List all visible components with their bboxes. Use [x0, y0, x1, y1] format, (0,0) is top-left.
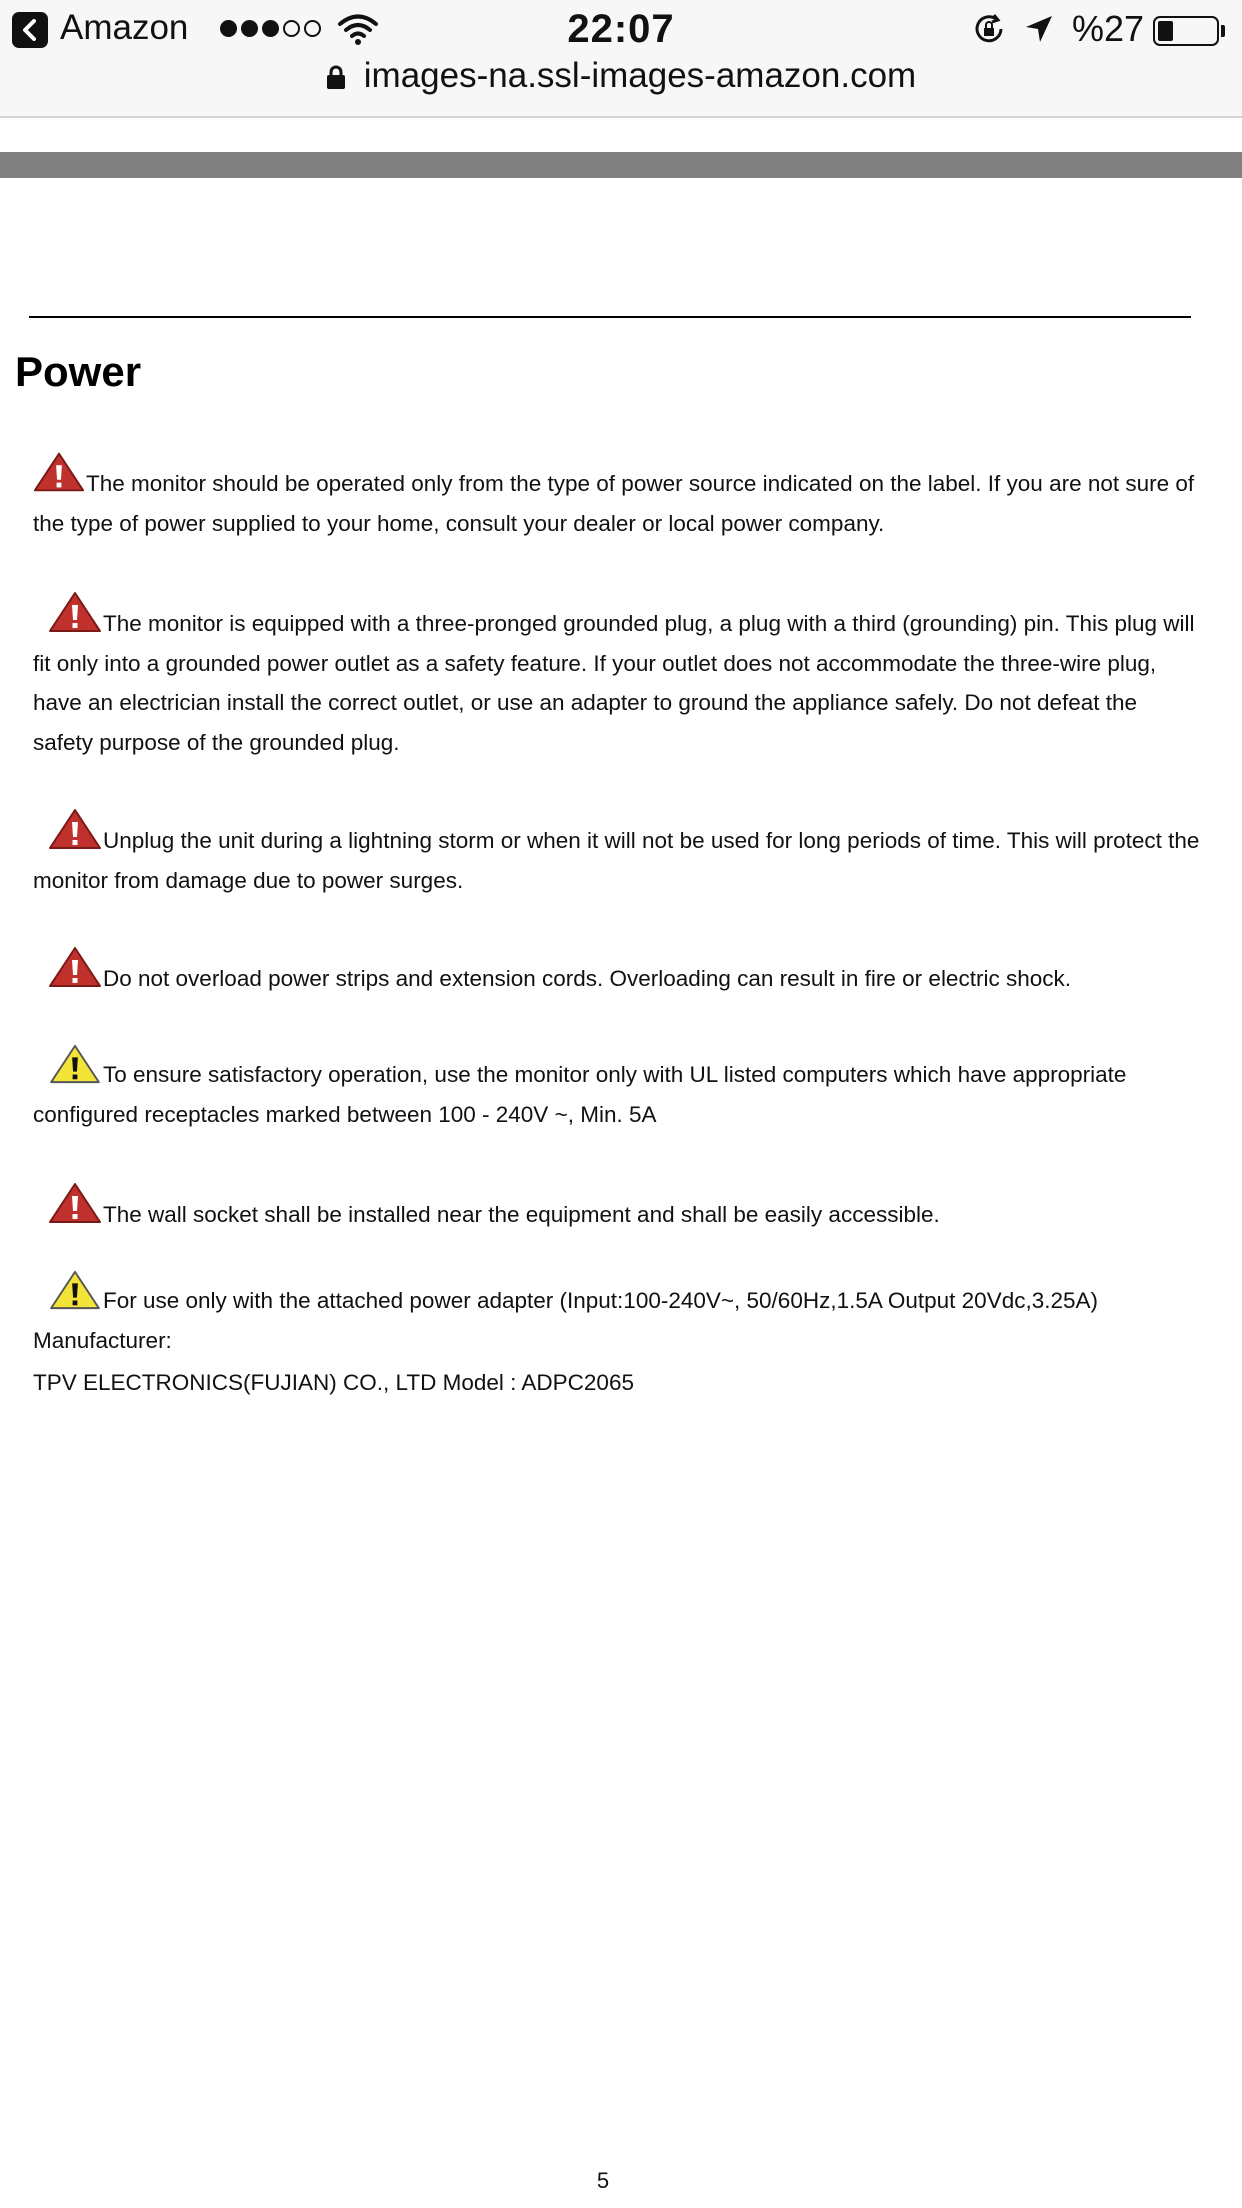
header-rule: [29, 316, 1191, 318]
orientation-lock-icon: [972, 12, 1006, 46]
safety-item-7: [33, 1269, 1203, 1360]
back-app-label[interactable]: Amazon: [60, 8, 189, 47]
safety-item-1: [33, 450, 1203, 543]
safety-item-text: To ensure satisfactory operation, use the monitor only with UL listed computers which have appropriate configured receptacles marked between 100 - 240V ~, Min. 5A: [33, 1062, 1127, 1127]
battery-tip: [1221, 25, 1225, 37]
safety-item-text: The wall socket shall be installed near the equipment and shall be easily accessible.: [103, 1202, 940, 1227]
safety-item-text: The monitor should be operated only from the type of power source indicated on the label. If you are not sure of the type of power supplied to your home, consult your dealer or local power company.: [33, 471, 1195, 536]
battery-percentage: %27: [1072, 8, 1145, 49]
warning-red-icon: [47, 1181, 103, 1225]
pdf-page-separator: [0, 152, 1242, 178]
warning-red-icon: [47, 945, 103, 989]
safety-item-text: For use only with the attached power adapter (Input:100-240V~, 50/60Hz,1.5A Output 20Vdc,3.25A) Manufacturer:: [33, 1288, 1099, 1353]
section-heading: Power: [15, 348, 142, 395]
warning-yellow-icon: [47, 1269, 103, 1311]
page-number: 5: [596, 2168, 610, 2193]
safety-item-text: The monitor is equipped with a three-pronged grounded plug, a plug with a third (grounding) pin. This plug will fit only into a grounded power outlet as a safety feature. If your outlet does not accommodate the three-wire plug, have an electrician install the correct outlet, or use an adapter to ground the appliance safely. Do not defeat the safety purpose of the grounded plug.: [33, 611, 1195, 755]
warning-red-icon: [32, 450, 86, 494]
safety-item-6: [33, 1181, 1203, 1235]
padlock-icon: [326, 65, 346, 89]
address-bar[interactable]: [0, 56, 1242, 96]
battery-icon: [1153, 16, 1219, 46]
ios-status-bar: [0, 0, 1242, 118]
safety-item-5: [33, 1043, 1203, 1134]
location-arrow-icon: [1024, 14, 1054, 44]
safety-item-3: [33, 807, 1203, 900]
status-clock: 22:07: [567, 7, 675, 51]
safety-item-2: [33, 590, 1203, 762]
safety-item-text: Do not overload power strips and extension cords. Overloading can result in fire or electric shock.: [103, 966, 1071, 991]
manufacturer-line: TPV ELECTRONICS(FUJIAN) CO., LTD Model : ADPC2065: [33, 1370, 634, 1395]
warning-red-icon: [47, 807, 103, 851]
warning-yellow-icon: [47, 1043, 103, 1085]
warning-red-icon: [47, 590, 103, 634]
url-domain: images-na.ssl-images-amazon.com: [363, 56, 917, 95]
safety-item-text: Unplug the unit during a lightning storm or when it will not be used for long periods of time. This will protect the monitor from damage due to power surges.: [33, 828, 1200, 893]
safety-item-4: [33, 945, 1203, 999]
